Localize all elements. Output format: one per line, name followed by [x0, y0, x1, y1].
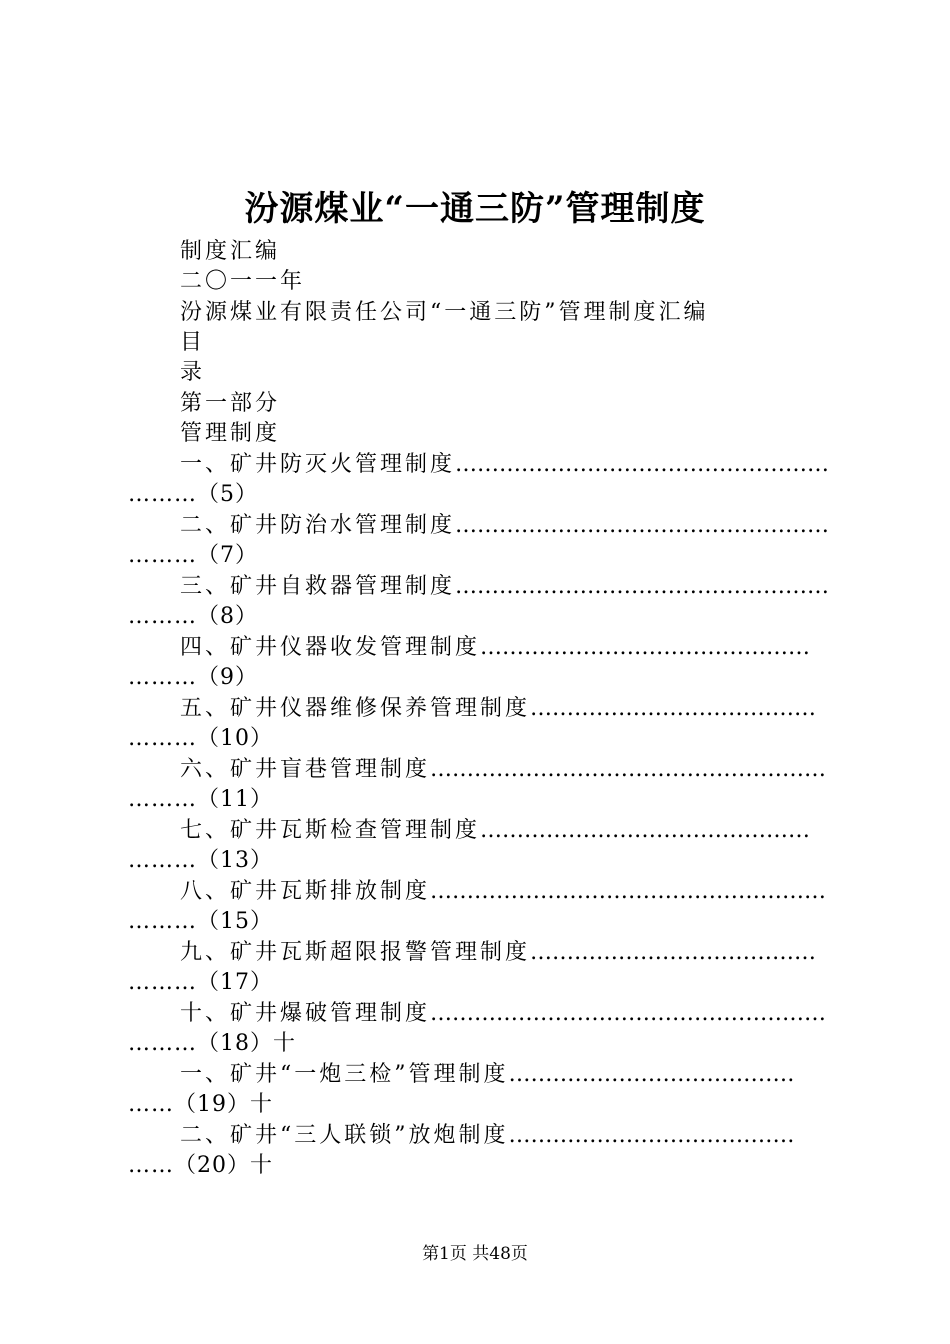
toc-entry-label — [180, 511, 829, 541]
toc-dots: ………………………………… — [508, 1123, 795, 1148]
toc-entry-page: ………（7） — [128, 543, 258, 568]
toc-entry-label — [180, 938, 816, 968]
toc-label: 四、矿井仪器收发管理制度 — [180, 635, 481, 660]
toc-entry-page: ………（10） — [128, 726, 273, 751]
toc-entry-label — [180, 755, 826, 785]
toc-label: 五、矿井仪器维修保养管理制度 — [180, 696, 531, 721]
header-line-company-title: 汾源煤业有限责任公司“一通三防”管理制度汇编 — [180, 300, 709, 325]
toc-dots: …………………………………………… — [455, 513, 830, 538]
toc-label: 十、矿井爆破管理制度 — [180, 1001, 431, 1026]
toc-label: 一、矿井“一炮三检”管理制度 — [180, 1062, 509, 1087]
toc-dots: ……………………………………… — [480, 818, 811, 843]
toc-entry-label — [180, 450, 829, 480]
toc-dots: ………………………………… — [508, 1062, 795, 1087]
header-line-management: 管理制度 — [180, 421, 281, 446]
header-line-lu: 录 — [180, 360, 206, 385]
toc-dots: ……………………………………………… — [430, 757, 827, 782]
toc-label: 二、矿井“三人联锁”放炮制度 — [180, 1123, 509, 1148]
toc-label: 八、矿井瓦斯排放制度 — [180, 879, 431, 904]
toc-entry-label — [180, 1060, 795, 1090]
toc-label: 九、矿井瓦斯超限报警管理制度 — [180, 940, 531, 965]
toc-dots: ……………………………………………… — [430, 879, 827, 904]
toc-label: 二、矿井防治水管理制度 — [180, 513, 456, 538]
toc-entry-page: ………（9） — [128, 665, 258, 690]
header-line-part-one: 第一部分 — [180, 391, 281, 416]
toc-dots: ………………………………… — [530, 940, 817, 965]
toc-label: 六、矿井盲巷管理制度 — [180, 757, 431, 782]
toc-entry-label — [180, 877, 826, 907]
toc-entry-page: ………（17） — [128, 970, 273, 995]
toc-dots: …………………………………………… — [455, 452, 830, 477]
toc-dots: ……………………………………………… — [430, 1001, 827, 1026]
toc-entry-label — [180, 572, 829, 602]
toc-label: 一、矿井防灭火管理制度 — [180, 452, 456, 477]
toc-entry-page: ………（8） — [128, 604, 258, 629]
toc-entry-label — [180, 1121, 795, 1151]
toc-entry-label — [180, 694, 816, 724]
toc-dots: …………………………………………… — [455, 574, 830, 599]
header-line-compilation: 制度汇编 — [180, 239, 281, 264]
toc-entry-label — [180, 816, 810, 846]
toc-entry-page: ……（19）十 — [128, 1092, 273, 1117]
toc-entry-page: ……（20）十 — [128, 1153, 273, 1178]
header-line-mu: 目 — [180, 330, 206, 355]
toc-dots: ………………………………… — [530, 696, 817, 721]
toc-entry-label — [180, 633, 810, 663]
page-footer: 第1页 共48页 — [422, 1244, 528, 1264]
toc-entry-page: ………（11） — [128, 787, 273, 812]
toc-entry-page: ………（5） — [128, 482, 258, 507]
toc-entry-page: ………（15） — [128, 909, 273, 934]
toc-label: 三、矿井自救器管理制度 — [180, 574, 456, 599]
header-line-year: 二〇一一年 — [180, 269, 306, 294]
document-title: 汾源煤业“一通三防”管理制度 — [244, 189, 706, 229]
toc-entry-page: ………（18）十 — [128, 1031, 296, 1056]
toc-entry-label — [180, 999, 826, 1029]
toc-dots: ……………………………………… — [480, 635, 811, 660]
toc-entry-page: ………（13） — [128, 848, 273, 873]
toc-label: 七、矿井瓦斯检查管理制度 — [180, 818, 481, 843]
